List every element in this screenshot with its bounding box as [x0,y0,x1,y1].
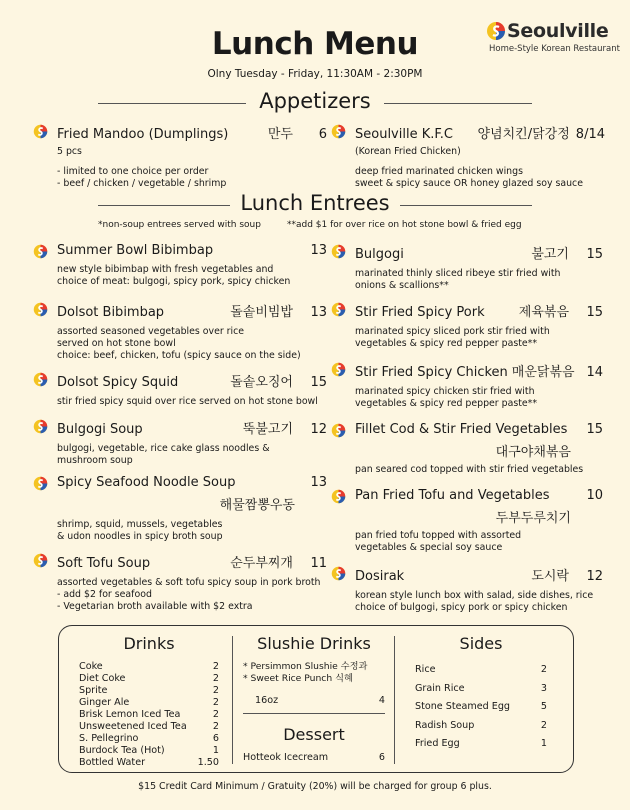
item-desc-line: - beef / chicken / vegetable / shrimp [57,178,227,189]
item-name: Spicy Seafood Noodle Soup [57,475,236,490]
logo-bullet-icon [331,362,346,377]
divider [243,713,385,714]
item-name: Dolsot Spicy Squid [57,375,179,390]
item-korean-name: 불고기 [531,247,569,262]
menu-hours: Olny Tuesday - Friday, 11:30AM - 2:30PM [207,68,423,80]
item-desc-line: stir fried spicy squid over rice served on hot stone bowl [57,396,318,407]
item-desc-line: sweet & spicy sauce OR honey glazed soy sauce [355,178,583,189]
drink-price: 1 [212,745,219,756]
logo-tagline: Home-Style Korean Restaurant [489,44,620,54]
drink-name: Burdock Tea (Hot) [79,745,165,756]
item-desc-line: shrimp, squid, mussels, vegetables [57,519,223,530]
side-name: Stone Steamed Egg [415,701,511,712]
item-korean-name: 해물짬뽕우동 [219,498,295,513]
logo-bullet-icon [331,423,346,438]
item-name: Fried Mandoo (Dumplings) [57,127,229,142]
logo-bullet-icon [331,302,346,317]
item-name: Bulgogi [355,247,404,262]
side-price: 3 [540,682,547,694]
item-price: 10 [586,488,603,503]
item-desc-line: bulgogi, vegetable, rice cake glass noodles & [57,443,270,454]
item-desc-line: assorted vegetables & soft tofu spicy soup in pork broth [57,577,321,588]
item-desc-line: marinated spicy chicken stir fried with [355,386,535,397]
item-korean-name: 두부두루치기 [495,511,571,526]
drink-row [79,733,219,745]
side-price: 2 [540,719,547,731]
item-korean-name: 제육볶음 [518,305,569,320]
item-desc-line: new style bibimbap with fresh vegetables and [57,264,274,275]
drink-row [79,697,219,709]
drink-row [79,661,219,673]
drinks-sides-box [58,625,574,773]
entrees-note-soup: *non-soup entrees served with soup [98,220,261,230]
side-row [415,698,547,717]
item-desc-line: assorted seasoned vegetables over rice [57,326,245,337]
item-price: 8/14 [575,127,605,142]
item-name: Summer Bowl Bibimbap [57,243,214,258]
entree-item [355,422,603,476]
drink-price: 1.50 [197,757,219,768]
entree-item [355,361,603,410]
entree-item [57,243,327,288]
item-korean-name: 돌솥비빔밥 [230,305,293,320]
item-korean-name: 뚝불고기 [242,422,293,437]
drink-row [79,721,219,733]
column-divider [394,636,395,764]
drink-price: 2 [212,673,219,684]
side-row [415,735,547,754]
logo-wordmark: Seoulville [507,20,609,42]
side-price: 1 [540,738,547,749]
drink-price: 2 [212,709,219,720]
item-desc-line: (Korean Fried Chicken) [355,146,461,157]
appetizers-heading: Appetizers [259,89,371,113]
entree-item [355,301,603,350]
side-name: Radish Soup [415,719,475,731]
item-desc-line: pan fried tofu topped with assorted [355,530,522,541]
item-name: Seoulville K.F.C [355,127,453,142]
drink-price: 2 [212,685,219,696]
item-name: Fillet Cod & Stir Fried Vegetables [355,422,568,437]
item-price: 12 [586,569,603,584]
item-desc-line: pan seared cod topped with stir fried vegetables [355,464,584,475]
item-korean-name: 돌솥오징어 [230,375,293,390]
item-desc-line: served on hot stone bowl [57,338,176,349]
sides-heading: Sides [459,634,503,653]
item-desc-line: marinated thinly sliced ribeye stir fried with [355,268,561,279]
sides-section [415,634,547,754]
entrees-note-rice: **add $1 for over rice on hot stone bowl & fried egg [287,220,522,230]
logo-emblem-icon [486,21,506,41]
drink-row [79,757,219,769]
side-name: Grain Rice [415,682,465,694]
item-desc-line: vegetables & spicy red pepper paste** [355,398,538,409]
drink-name: Sprite [79,685,108,696]
item-name: Bulgogi Soup [57,422,143,437]
drink-name: Ginger Ale [79,697,130,708]
item-price: 12 [310,422,327,437]
entree-item [57,371,327,408]
logo-bullet-icon [33,124,48,139]
drink-price: 2 [212,661,219,672]
item-name: Pan Fried Tofu and Vegetables [355,488,550,503]
appetizer-item [57,123,327,190]
side-row [415,661,547,680]
item-korean-name: 대구야채볶음 [495,445,571,460]
slushie-section [243,634,385,764]
column-divider [232,636,233,764]
appetizer-item [355,123,605,190]
item-desc-line: - limited to one choice per order [57,166,209,177]
slushie-size: 16oz [255,695,279,706]
item-desc-line: deep fried marinated chicken wings [355,166,523,177]
side-price: 2 [540,664,547,675]
item-price: 13 [310,243,327,258]
item-price: 15 [586,422,603,437]
slushie-item: * Sweet Rice Punch 식혜 [243,673,353,684]
item-name: Stir Fried Spicy Chicken [355,365,508,380]
entree-item [355,488,603,554]
entrees-heading: Lunch Entrees [240,191,390,215]
item-desc-line: - Vegetarian broth available with $2 extra [57,601,253,612]
item-desc-line: - add $2 for seafood [57,589,152,600]
menu-title: Lunch Menu [211,26,419,62]
item-name: Soft Tofu Soup [57,556,151,571]
drink-price: 6 [212,733,219,744]
item-price: 15 [310,375,327,390]
item-name: Dolsot Bibimbap [57,305,165,320]
dessert-price: 6 [378,752,385,763]
item-desc-line: vegetables & special soy sauce [355,542,503,553]
item-desc-line: choice of meat: bulgogi, spicy pork, spicy chicken [57,276,291,287]
logo-bullet-icon [33,244,48,259]
drink-name: S. Pellegrino [79,733,139,744]
side-name: Rice [415,664,436,675]
side-name: Fried Egg [415,738,460,749]
side-row [415,717,547,736]
drink-name: Coke [79,661,103,672]
item-price: 15 [586,247,603,262]
drink-name: Brisk Lemon Iced Tea [79,709,181,720]
item-desc-line: choice of bulgogi, spicy pork or spicy chicken [355,602,568,613]
item-desc-line: choice: beef, chicken, tofu (spicy sauce on the side) [57,350,301,361]
slushie-price: 4 [378,695,385,706]
entree-item [57,418,327,467]
logo-bullet-icon [33,553,48,568]
logo-bullet-icon [33,419,48,434]
restaurant-logo [486,20,626,54]
logo-bullet-icon [331,244,346,259]
logo-bullet-icon [331,124,346,139]
logo-bullet-icon [33,302,48,317]
item-name: Dosirak [355,569,405,584]
drink-price: 2 [212,721,219,732]
slushie-heading: Slushie Drinks [257,634,371,653]
dessert-heading: Dessert [283,725,345,744]
entree-item [355,243,603,292]
item-desc-line: korean style lunch box with salad, side dishes, rice [355,590,594,601]
logo-bullet-icon [331,566,346,581]
entree-item [355,565,603,614]
entree-item [57,475,327,543]
footer-policy: $15 Credit Card Minimum / Gratuity (20%) will be charged for group 6 plus. [138,781,492,792]
item-price: 13 [310,475,327,490]
drink-price: 2 [212,697,219,708]
item-price: 6 [318,127,327,142]
logo-bullet-icon [331,489,346,504]
drink-name: Unsweetened Iced Tea [79,721,187,732]
item-korean-name: 매운닭볶음 [511,365,575,380]
slushie-item: * Persimmon Slushie 수정과 [243,661,368,672]
drink-row [79,745,219,757]
item-price: 13 [310,305,327,320]
divider [400,205,532,206]
drink-row [79,685,219,697]
logo-bullet-icon [33,476,48,491]
drink-name: Bottled Water [79,757,146,768]
item-price: 15 [586,305,603,320]
item-desc-line: 5 pcs [57,146,82,157]
item-name: Stir Fried Spicy Pork [355,305,485,320]
entree-item [57,552,327,613]
side-price: 5 [540,701,547,712]
divider [384,103,532,104]
item-korean-name: 만두 [267,127,293,142]
item-desc-line: mushroom soup [57,455,133,466]
entree-item [57,301,327,362]
dessert-name: Hotteok Icecream [243,752,329,763]
item-desc-line: marinated spicy sliced pork stir fried with [355,326,550,337]
drinks-heading: Drinks [123,634,175,653]
logo-bullet-icon [33,372,48,387]
item-korean-name: 순두부찌개 [230,556,293,571]
item-price: 11 [310,556,327,571]
item-desc-line: onions & scallions** [355,280,449,291]
drink-name: Diet Coke [79,673,126,684]
drink-row [79,709,219,721]
drinks-section [79,634,219,769]
item-korean-name: 양념치킨/닭강정 [477,127,570,142]
drink-row [79,673,219,685]
item-korean-name: 도시락 [531,569,569,584]
item-desc-line: vegetables & spicy red pepper paste** [355,338,538,349]
item-price: 14 [586,365,603,380]
side-row [415,680,547,699]
item-desc-line: & udon noodles in spicy broth soup [57,531,223,542]
